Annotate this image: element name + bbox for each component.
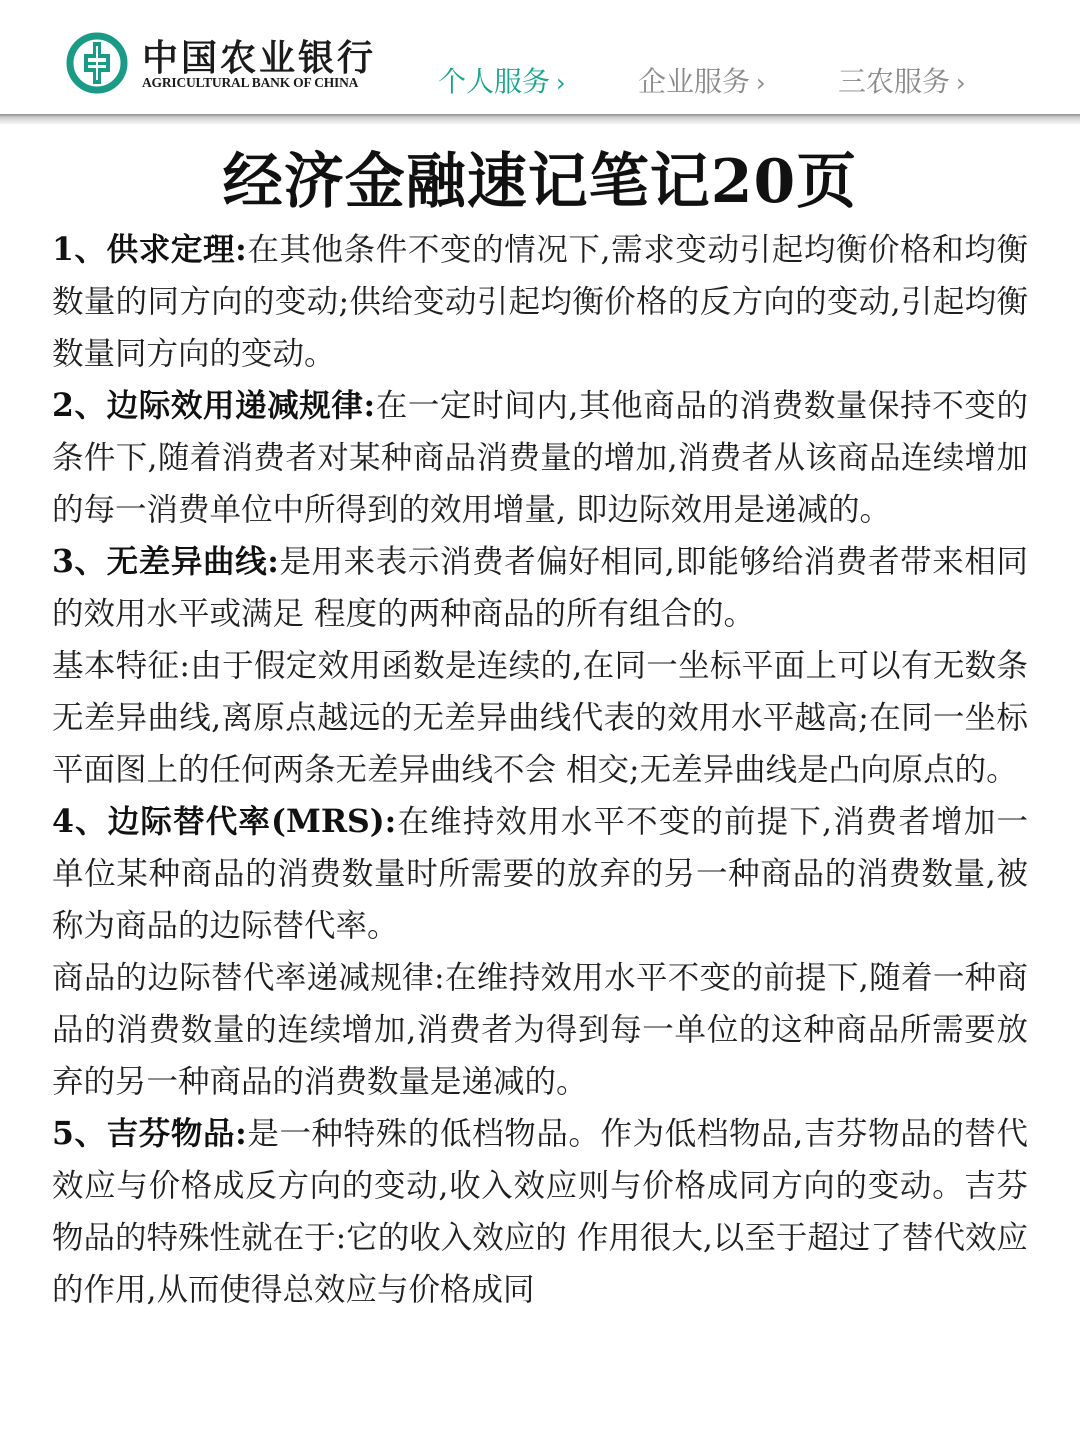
section-number: 4、 (52, 803, 108, 840)
nav-label: 三农服务 (838, 65, 951, 98)
nav-label: 企业服务 (638, 65, 751, 98)
section-marginal-rate-of-substitution (52, 796, 1028, 952)
abc-logo-icon[interactable] (66, 32, 128, 94)
section-text: 在维持效用水平不变的前提下,消费者增加一单位某种商品的消费数量时所需要的放弃的另一种商品的消费数量,被称为商品的边际替代率。 (52, 804, 1029, 944)
section-text: 是一种特殊的低档物品。作为低档物品,吉芬物品的替代效应与价格成反方向的变动,收入效应则与价格成同方向的变动。吉芬物品的特殊性就在于:它的收入效应的 作用很大,以至于超过了替代效应的作用,从而使得总效应与价格成同 (52, 1116, 1028, 1308)
section-text: 是用来表示消费者偏好相同,即能够给消费者带来相同的效用水平或满足 程度的两种商品的所有组合的。 (52, 544, 1028, 632)
section-giffen-goods (52, 1108, 1028, 1316)
section-number: 3、 (52, 543, 107, 580)
nav-personal-services[interactable] (438, 60, 566, 100)
section-text: 在其他条件不变的情况下,需求变动引起均衡价格和均衡数量的同方向的变动;供给变动引起均衡价格的反方向的变动,引起均衡数量同方向的变动。 (52, 232, 1028, 372)
section-supply-demand (52, 224, 1028, 380)
header-divider (0, 114, 1080, 124)
nav-business-services[interactable] (638, 60, 766, 100)
chevron-right-icon: › (756, 69, 766, 97)
section-term: 供求定理: (106, 231, 247, 268)
section-number: 1、 (52, 231, 107, 268)
section-diminishing-marginal-utility (52, 380, 1028, 536)
section-term: 无差异曲线: (106, 543, 279, 580)
bank-name-en: AGRICULTURAL BANK OF CHINA (142, 75, 359, 90)
section-term: 边际替代率(MRS): (107, 803, 397, 840)
document-title: 经济金融速记笔记20页 (222, 147, 858, 217)
section-term: 边际效用递减规律: (106, 387, 376, 424)
paragraph-diminishing-mrs: 商品的边际替代率递减规律:在维持效用水平不变的前提下,随着一种商品的消费数量的连续增加,消费者为得到每一单位的这种商品所需要放弃的另一种商品的消费数量是递减的。 (52, 960, 1028, 1100)
section-term: 吉芬物品: (106, 1115, 247, 1152)
chevron-right-icon: › (556, 69, 566, 97)
section-indifference-curve (52, 536, 1028, 640)
site-header (0, 0, 1080, 116)
section-text: 在一定时间内,其他商品的消费数量保持不变的条件下,随着消费者对某种商品消费量的增加,消费者从该商品连续增加的每一消费单位中所得到的效用增量, 即边际效用是递减的。 (52, 388, 1028, 528)
document-body (52, 224, 1028, 1316)
nav-agriculture-services[interactable] (838, 60, 966, 100)
paragraph-basic-features: 基本特征:由于假定效用函数是连续的,在同一坐标平面上可以有无数条无差异曲线,离原点越远的无差异曲线代表的效用水平越高;在同一坐标平面图上的任何两条无差异曲线不会 相交;无差异曲线是凸向原点的。 (52, 648, 1028, 788)
section-number: 5、 (52, 1115, 107, 1152)
section-number: 2、 (52, 387, 107, 424)
nav-label: 个人服务 (438, 65, 551, 98)
bank-name-cn: 中国农业银行 (142, 37, 377, 79)
chevron-right-icon: › (956, 69, 966, 97)
